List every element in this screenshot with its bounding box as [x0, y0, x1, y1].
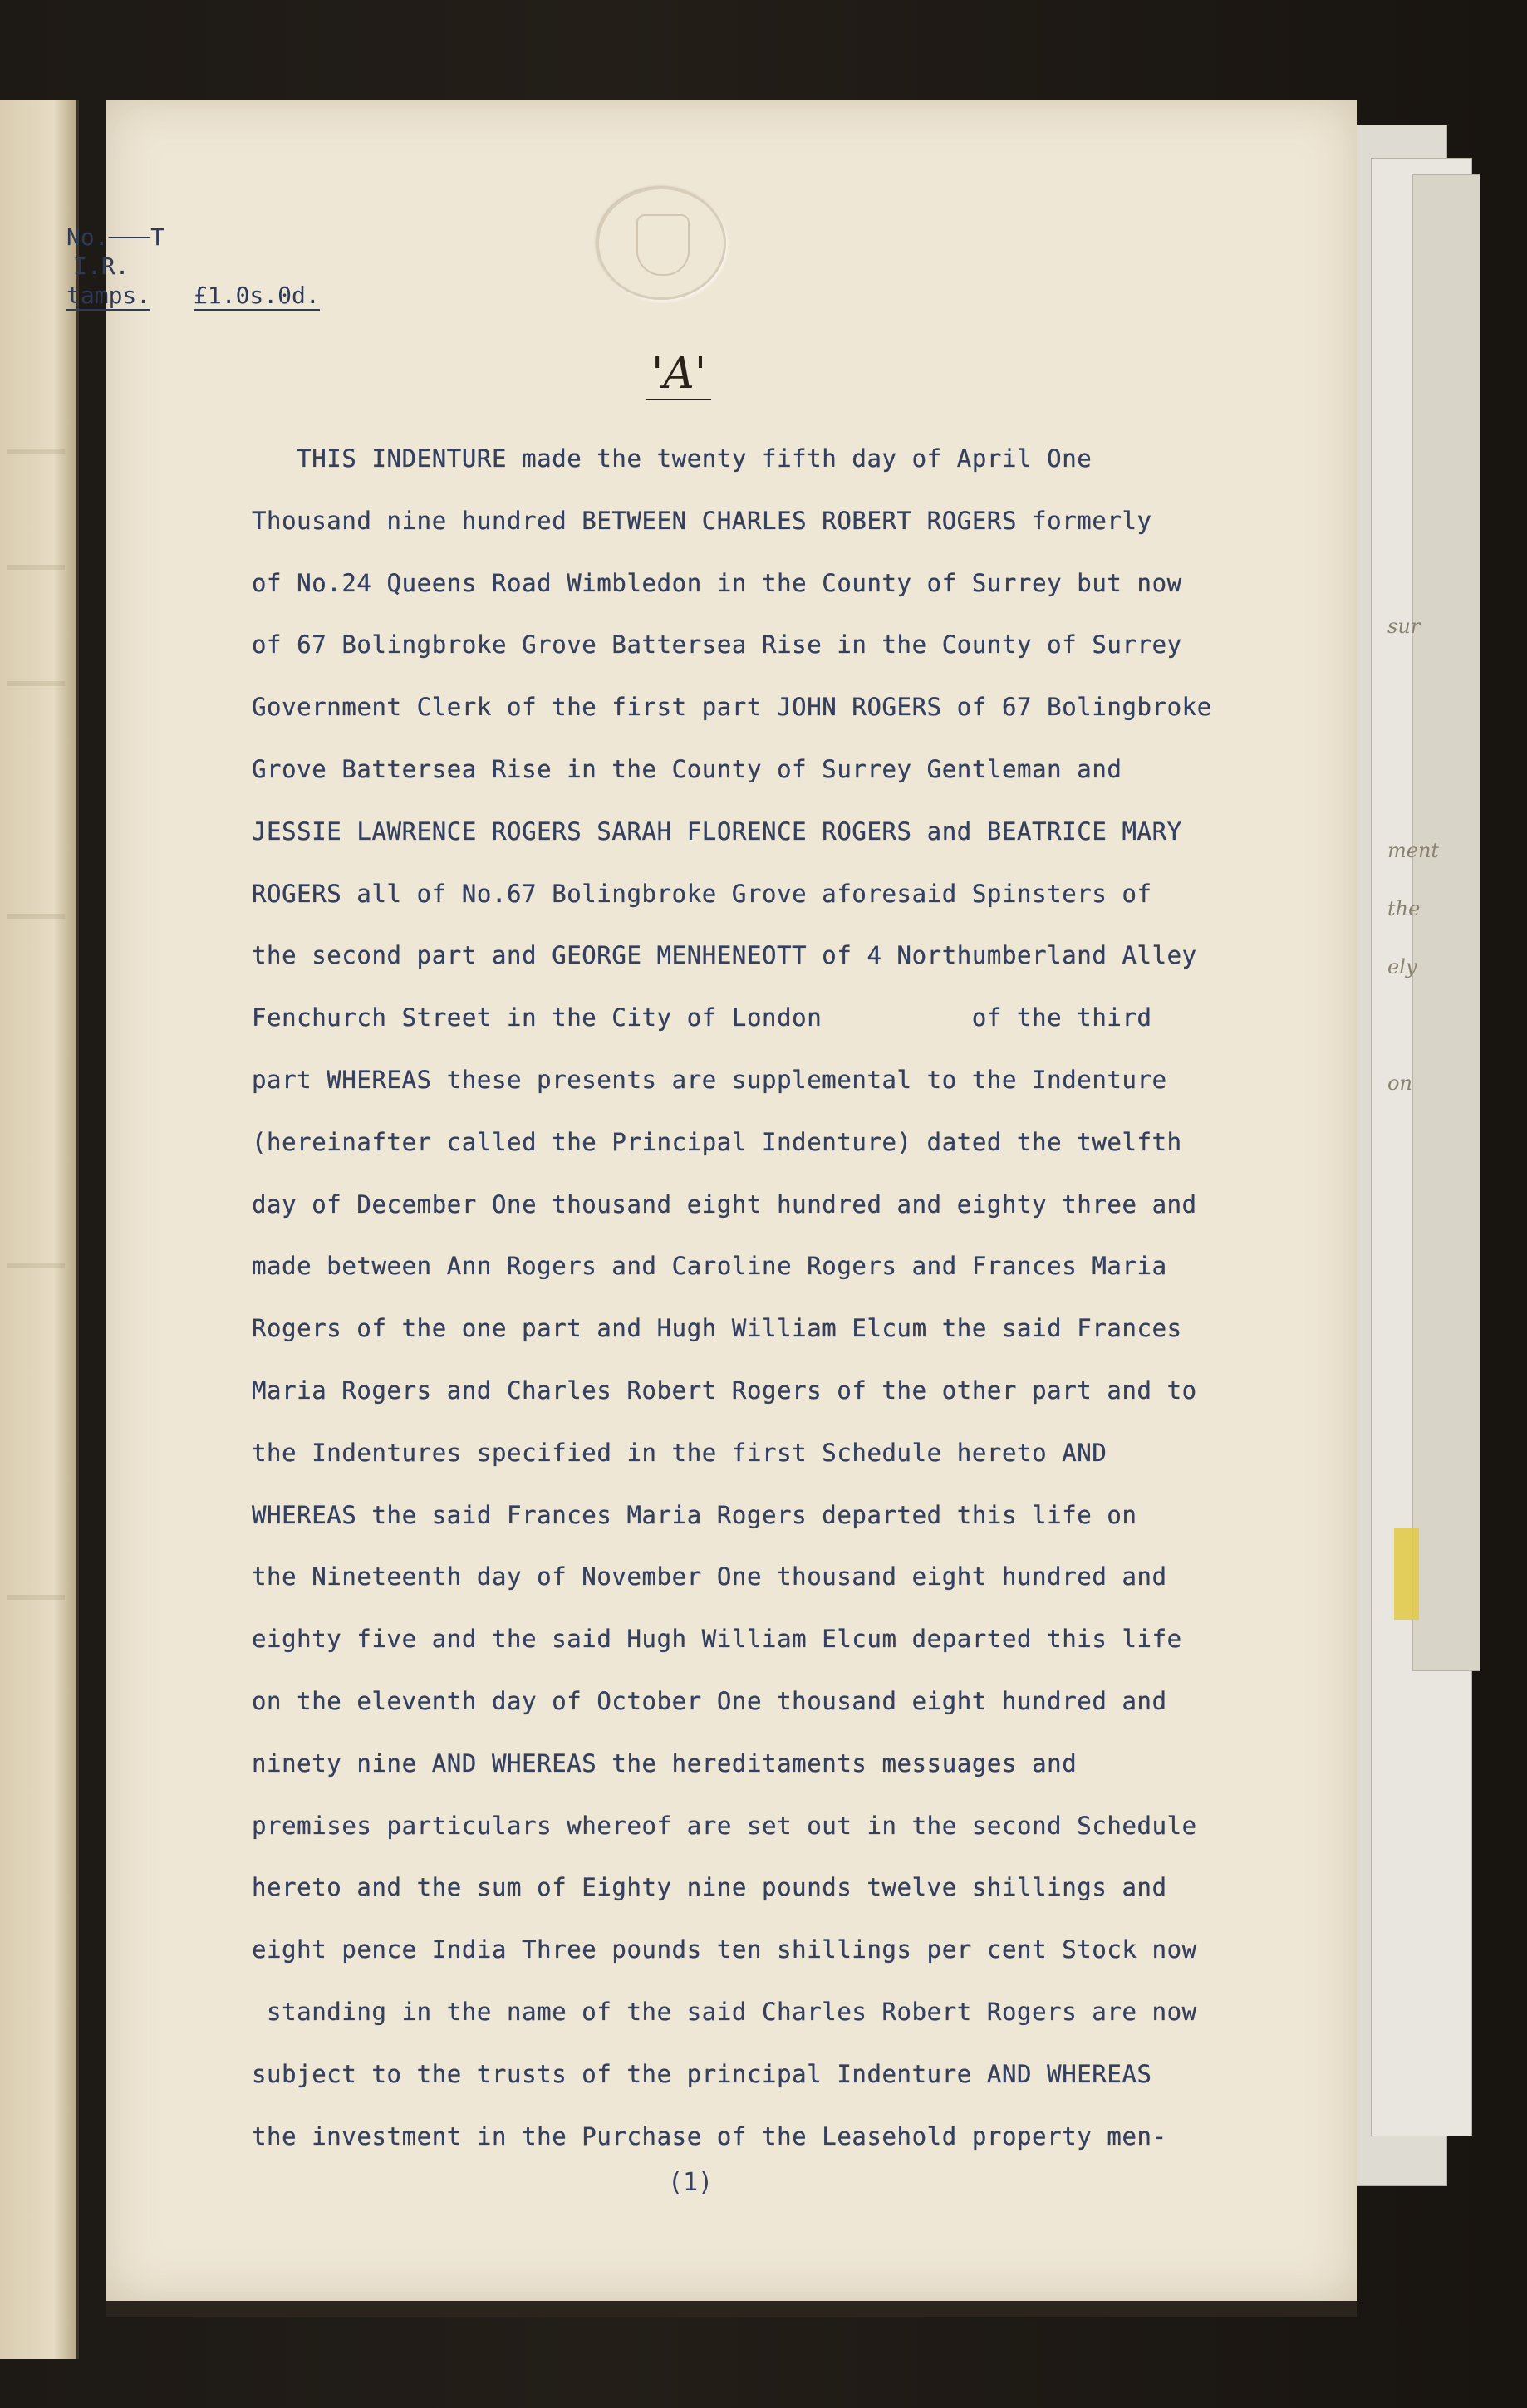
faded-text-line [7, 1595, 65, 1600]
faded-text-line [7, 681, 65, 686]
left-facing-page [0, 100, 79, 2359]
faded-text-line [7, 449, 65, 454]
body-line: Fenchurch Street in the City of London of the third [252, 1003, 1152, 1032]
body-line: subject to the trusts of the principal Indenture AND WHEREAS [252, 2059, 1152, 2088]
body-line: hereto and the sum of Eighty nine pounds twelve shillings and [252, 1873, 1167, 1902]
stamp-duty-value: £1.0s.0d. [194, 282, 320, 309]
body-line: the Indentures specified in the first Schedule hereto AND [252, 1438, 1107, 1467]
attached-note-word: ely [1387, 955, 1417, 978]
attached-note-word: on [1387, 1072, 1412, 1095]
body-line: the investment in the Purchase of the Leasehold property men- [252, 2121, 1167, 2151]
document-mark: 'A' [646, 349, 711, 400]
body-line: THIS INDENTURE made the twenty fifth day of April One [252, 444, 1092, 473]
body-line: day of December One thousand eight hundred and eighty three and [252, 1189, 1197, 1219]
body-line: (hereinafter called the Principal Indenture) dated the twelfth [252, 1127, 1182, 1156]
body-line: standing in the name of the said Charles Robert Rogers are now [252, 1997, 1197, 2026]
page-bottom-edge [106, 2301, 1357, 2317]
attached-note-word: ment [1387, 839, 1440, 862]
royal-arms-emboss-icon [597, 187, 726, 300]
indenture-page [66, 100, 1357, 2301]
attached-note-word: the [1387, 897, 1421, 920]
body-line: eight pence India Three pounds ten shillings per cent Stock now [252, 1935, 1197, 1964]
body-line: Rogers of the one part and Hugh William Elcum the said Frances [252, 1314, 1182, 1343]
body-line: of No.24 Queens Road Wimbledon in the County of Surrey but now [252, 568, 1182, 597]
body-line: eighty five and the said Hugh William Elcum departed this life [252, 1625, 1182, 1654]
stamp-number: No. T [66, 223, 165, 251]
stamp-label: tamps. [66, 282, 151, 309]
attached-paper-front [1412, 174, 1480, 1671]
body-line: premises particulars whereof are set out in the second Schedule [252, 1811, 1197, 1840]
body-line: ninety nine AND WHEREAS the hereditaments messuages and [252, 1748, 1078, 1778]
faded-text-line [7, 1263, 65, 1268]
body-line: the second part and GEORGE MENHENEOTT of 4 Northumberland Alley [252, 941, 1197, 970]
body-line: Grove Battersea Rise in the County of Surrey Gentleman and [252, 754, 1122, 783]
body-line: JESSIE LAWRENCE ROGERS SARAH FLORENCE ROGERS and BEATRICE MARY [252, 817, 1182, 846]
body-line: ROGERS all of No.67 Bolingbroke Grove aforesaid Spinsters of [252, 879, 1152, 908]
body-line: part WHEREAS these presents are supplemental to the Indenture [252, 1065, 1167, 1094]
body-line: on the eleventh day of October One thousand eight hundred and [252, 1686, 1167, 1715]
indenture-body [252, 428, 1415, 2167]
body-line: the Nineteenth day of November One thousand eight hundred and [252, 1562, 1167, 1591]
body-line: Thousand nine hundred BETWEEN CHARLES ROBERT ROGERS formerly [252, 506, 1152, 535]
faded-text-line [7, 565, 65, 570]
faded-text-line [7, 914, 65, 919]
page-number: (1) [668, 2168, 714, 2197]
stamp-ir: I.R. [73, 253, 130, 280]
attached-note-word: sur [1387, 615, 1421, 638]
body-line: of 67 Bolingbroke Grove Battersea Rise in the County of Surrey [252, 630, 1182, 660]
body-line: Government Clerk of the first part JOHN ROGERS of 67 Bolingbroke [252, 693, 1212, 722]
body-line: WHEREAS the said Frances Maria Rogers departed this life on [252, 1500, 1137, 1529]
body-line: Maria Rogers and Charles Robert Rogers of the other part and to [252, 1376, 1197, 1405]
body-line: made between Ann Rogers and Caroline Rogers and Frances Maria [252, 1252, 1167, 1281]
